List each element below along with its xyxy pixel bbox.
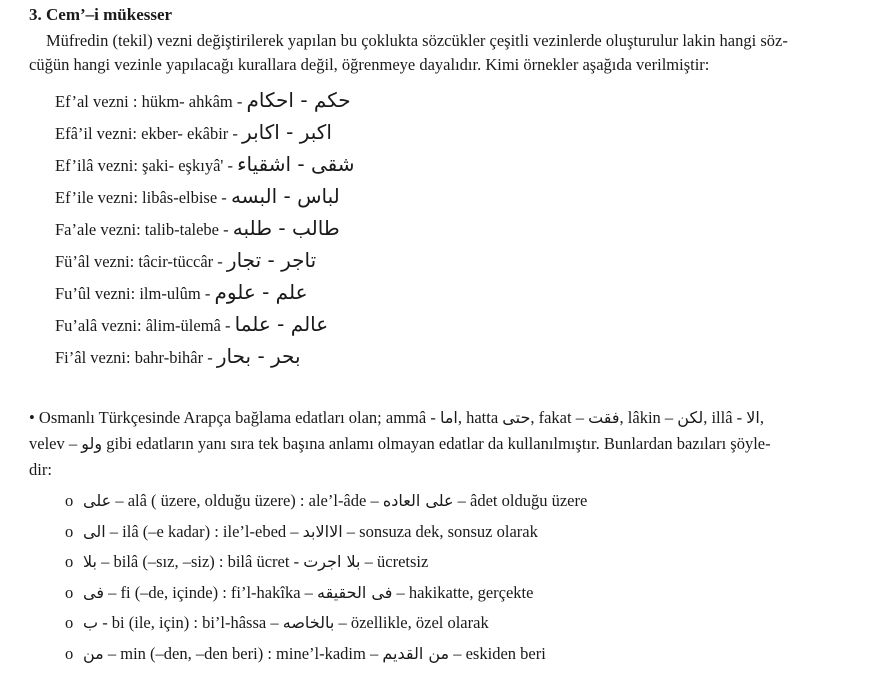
- arabic-phrase: الاالابد: [302, 521, 343, 541]
- arabic-word: من: [83, 643, 104, 663]
- arabic-phrase: من القديم: [382, 643, 450, 663]
- example-arabic: لباس - البسه: [230, 184, 340, 208]
- particles-list: [65, 486, 587, 670]
- intro-line-2: cüğün hangi vezinle yapılacağı kurallara değil, öğrenmeye dayalıdır. Kimi örnekler aşağıda verilmiştir:: [29, 55, 710, 74]
- conjunctions-line-2: velev – ولو gibi edatların yanı sıra tek başına anlamı olmayan edatlar da kullanılmıştır. Bunlardan bazıları şöyle-: [29, 434, 771, 453]
- particle-item: o فى – fi (–de, içinde) : fi’l-hakîka – فى الحقيقه – hakikatte, gerçekte: [65, 578, 587, 609]
- example-arabic: طالب - طلبه: [232, 216, 340, 240]
- conjunctions-line-3: dir:: [29, 460, 52, 479]
- particle-item: o الى – ilâ (–e kadar) : ile’l-ebed – الاالابد – sonsuza dek, sonsuz olarak: [65, 517, 587, 548]
- arabic-word: ب: [83, 613, 99, 633]
- intro-line-1: Müfredin (tekil) vezni değiştirilerek yapılan bu çoklukta sözcükler çeşitli vezinlerde oluşturulur lakin hangi söz-: [46, 31, 788, 50]
- bullet-icon: •: [29, 408, 35, 427]
- example-arabic: شقى - اشقياء: [237, 152, 355, 176]
- arabic-word: بلا: [83, 552, 97, 572]
- particle-item: o بلا – bilâ (–sız, –siz) : bilâ ücret - بلا اجرت – ücretsiz: [65, 547, 587, 578]
- circle-bullet-icon: o: [65, 582, 74, 602]
- example-item: [55, 244, 355, 276]
- arabic-word: لكن: [677, 408, 704, 427]
- arabic-word: فى: [83, 582, 104, 602]
- arabic-word: فقت: [588, 408, 620, 427]
- arabic-phrase: بلا اجرت: [303, 552, 361, 572]
- arabic-word: الى: [83, 521, 106, 541]
- example-label: Efâ’il vezni: ekber- ekâbir -: [55, 124, 243, 143]
- example-label: Fü’âl vezni: tâcir-tüccâr -: [55, 252, 227, 271]
- arabic-phrase: فى الحقيقه: [317, 582, 393, 602]
- arabic-phrase: على العاده: [382, 491, 454, 510]
- example-item: [55, 308, 355, 340]
- arabic-word: ولو: [81, 434, 103, 453]
- example-label: Ef’al vezni : hükm- ahkâm -: [55, 92, 247, 111]
- example-item: [55, 116, 355, 148]
- arabic-word: حتى: [502, 408, 531, 427]
- example-item: [55, 84, 355, 116]
- example-label: Fu’alâ vezni: âlim-ülemâ -: [55, 316, 235, 335]
- example-item: [55, 148, 355, 180]
- example-label: Ef’ile vezni: libâs-elbise -: [55, 188, 231, 207]
- arabic-word: على: [83, 491, 112, 510]
- example-arabic: علم - علوم: [214, 280, 308, 304]
- circle-bullet-icon: o: [65, 491, 74, 510]
- particle-item: o ب - bi (ile, için) : bi’l-hâssa – بالخاصه – özellikle, özel olarak: [65, 608, 587, 639]
- conjunctions-line-1: • Osmanlı Türkçesinde Arapça bağlama edatları olan; ammâ - اما, hatta حتى, fakat – فقت, lâkin – لكن, illâ - الا,: [29, 408, 764, 427]
- example-item: [55, 276, 355, 308]
- example-arabic: عالم - علما: [234, 312, 329, 336]
- circle-bullet-icon: o: [65, 643, 74, 663]
- particle-item: o على – alâ ( üzere, olduğu üzere) : ale’l-âde – على العاده – âdet olduğu üzere: [65, 486, 587, 517]
- example-item: [55, 340, 355, 372]
- example-item: [55, 180, 355, 212]
- conjunctions-paragraph: [29, 405, 771, 483]
- example-arabic: حكم - احكام: [246, 88, 351, 112]
- section-heading: 3. Cem’–i mükesser: [29, 5, 173, 24]
- circle-bullet-icon: o: [65, 552, 74, 572]
- example-arabic: اكبر - اكابر: [242, 120, 332, 144]
- arabic-word: الا: [746, 408, 760, 427]
- intro-paragraph: [29, 29, 874, 77]
- example-label: Fa’ale vezni: talib-talebe -: [55, 220, 233, 239]
- arabic-word: اما: [439, 408, 458, 427]
- example-label: Fi’âl vezni: bahr-bihâr -: [55, 348, 217, 367]
- example-arabic: بحر - بحار: [216, 344, 301, 368]
- particle-item: o من – min (–den, –den beri) : mine’l-kadim – من القديم – eskiden beri: [65, 639, 587, 670]
- example-label: Ef’ilâ vezni: şaki- eşkıyâ' -: [55, 156, 238, 175]
- example-item: [55, 212, 355, 244]
- circle-bullet-icon: o: [65, 613, 74, 633]
- circle-bullet-icon: o: [65, 521, 74, 541]
- example-label: Fu’ûl vezni: ilm-ulûm -: [55, 284, 215, 303]
- example-arabic: تاجر - تجار: [226, 248, 317, 272]
- arabic-phrase: بالخاصه: [282, 613, 335, 633]
- plural-examples-list: [55, 84, 355, 372]
